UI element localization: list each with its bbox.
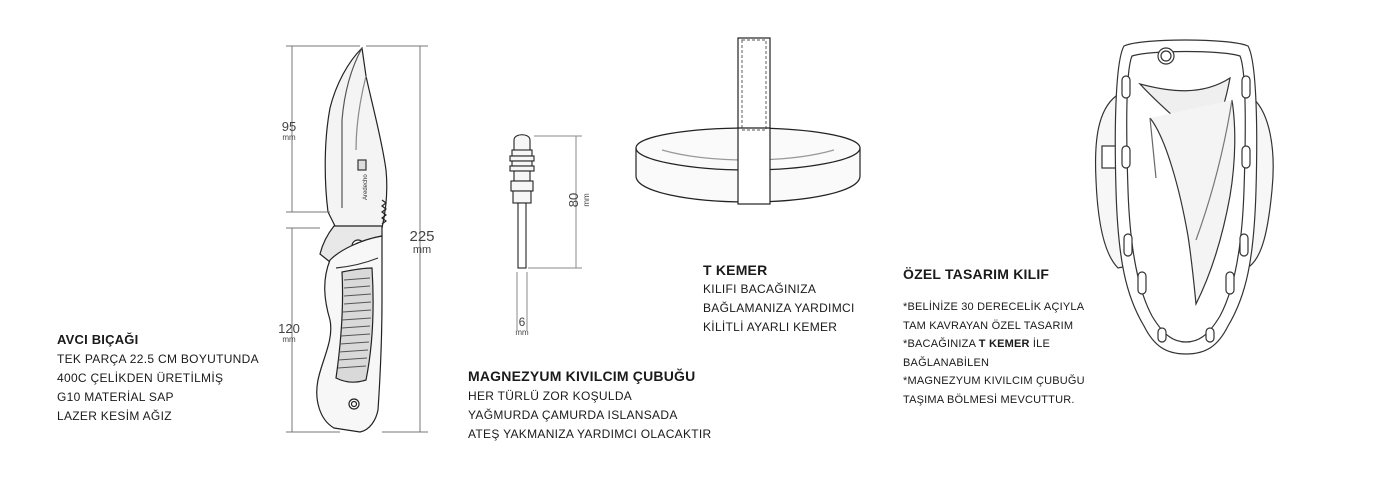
sheath-title: ÖZEL TASARIM KILIF [903,266,1050,282]
rod-diameter-unit: mm [515,328,529,337]
rod-line-2: YAĞMURDA ÇAMURDA ISLANSADA [468,408,678,422]
belt-description [703,262,855,337]
total-length-value: 225 [409,228,435,245]
sheath-line-3-bold: T KEMER [978,338,1030,350]
knife-line-2: 400C ÇELİKDEN ÜRETİLMİŞ [57,371,224,385]
knife-line-4: LAZER KESİM AĞIZ [57,409,172,423]
rod-length-value: 80 [566,192,581,208]
total-length-unit: mm [412,244,432,256]
blade-length-unit: mm [282,133,296,142]
sheath-line-5: *MAGNEZYUM KIVILCIM ÇUBUĞU [903,375,1085,387]
belt-line-1: KILIFI BACAĞINIZA [703,282,817,296]
rod-title: MAGNEZYUM KIVILCIM ÇUBUĞU [468,368,696,384]
sheath-drawing [1096,40,1274,354]
rod-drawing [510,135,534,268]
sheath-line-2: TAM KAVRAYAN ÖZEL TASARIM [903,319,1074,332]
rod-diameter-value: 6 [518,315,526,329]
sheath-line-1: *BELİNİZE 30 DERECELİK AÇIYLA [903,301,1085,313]
svg-text:Aredecho: Aredecho [363,174,369,200]
knife-drawing [317,48,387,432]
handle-length-value: 120 [278,321,300,336]
rod-description [468,368,712,444]
blade-length-value: 95 [281,119,297,134]
rod-length-unit: mm [582,193,591,207]
rod-line-1: HER TÜRLÜ ZOR KOŞULDA [468,389,633,403]
knife-line-3: G10 MATERİAL SAP [57,390,174,404]
sheath-description [903,266,1085,409]
sheath-line-6: TAŞIMA BÖLMESİ MEVCUTTUR. [903,393,1075,406]
knife-description [57,332,259,426]
belt-title: T KEMER [703,262,768,278]
belt-drawing [636,38,860,204]
sheath-line-4: BAĞLANABİLEN [903,356,990,369]
belt-line-2: BAĞLAMANIZA YARDIMCI [703,301,855,315]
sheath-line-3-prefix: *BACAĞINIZA [903,338,979,350]
handle-length-unit: mm [282,335,296,344]
knife-title: AVCI BIÇAĞI [57,332,139,347]
belt-line-3: KİLİTLİ AYARLI KEMER [703,320,838,334]
sheath-line-3-suffix: İLE [1029,338,1051,350]
rod-line-3: ATEŞ YAKMANIZA YARDIMCI OLACAKTIR [468,427,712,441]
knife-line-1: TEK PARÇA 22.5 CM BOYUTUNDA [57,352,259,366]
sheath-line-3 [903,335,1085,354]
